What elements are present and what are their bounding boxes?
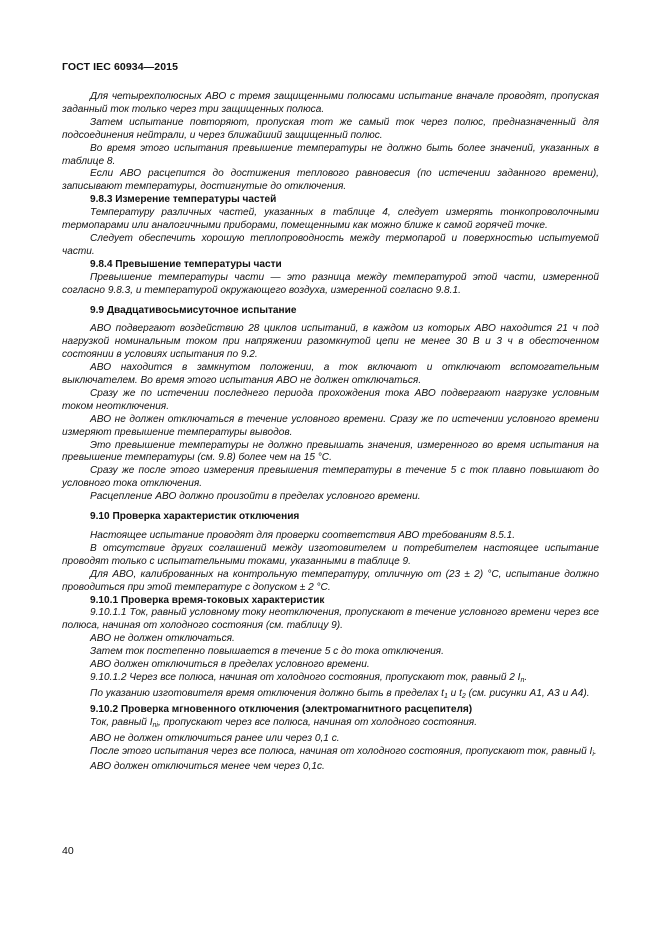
block-text: Для четырехполюсных АВО с тремя защищенными полюсами испытание вначале проводят, пропуская заданный ток только через три защищенных полюса. bbox=[62, 91, 599, 115]
block-text: Следует обеспечить хорошую теплопроводность между термопарой и поверхностью испытуемой части. bbox=[62, 232, 599, 257]
section-heading bbox=[62, 194, 599, 207]
document-body bbox=[62, 91, 599, 774]
block-text: 9.10.2 Проверка мгновенного отключения (электромагнитного расцепителя) bbox=[90, 703, 473, 715]
paragraph bbox=[62, 440, 599, 466]
paragraph bbox=[62, 362, 599, 388]
block-text: АВО подвергают воздействию 28 циклов испытаний, в каждом из которых АВО находится 21 ч под нагрузкой номинальным током при напряжении разомкнутой цепи не менее 30 В и 3 ч в обесточенном состоянии в условиях испытания по 9.2. bbox=[62, 323, 599, 361]
paragraph bbox=[62, 646, 599, 659]
paragraph bbox=[62, 633, 599, 646]
block-text: Затем испытание повторяют, пропуская тот же самый ток через полюс, предназначенный для подсоединения нейтрали, и через ближайший защищенный полюс. bbox=[62, 116, 599, 141]
block-text: АВО должен отключиться в пределах условного времени. bbox=[90, 659, 370, 671]
paragraph bbox=[62, 465, 599, 491]
paragraph bbox=[62, 207, 599, 233]
block-text: Расцепление АВО должно произойти в пределах условного времени. bbox=[90, 491, 421, 503]
block-text-tail: (см. рисунки А1, А3 и А4). bbox=[465, 687, 590, 699]
subscript: ni bbox=[152, 721, 158, 729]
block-text: 9.10.1.1 Ток, равный условному току неотключения, пропускают в течение условного времени через все полюса, начиная от холодного состояния (см. таблицу 9). bbox=[62, 607, 599, 632]
block-text: Температуру различных частей, указанных в таблице 4, следует измерять тонкопроволочными термопарами или аналогичными приборами, помещенными как можно ближе к самой горячей точке. bbox=[62, 207, 599, 232]
paragraph bbox=[62, 233, 599, 259]
paragraph bbox=[62, 717, 599, 733]
section-heading bbox=[62, 259, 599, 272]
block-text: Превышение температуры части — это разница между температурой этой части, измеренной согласно 9.8.3, и температурой окружающего воздуха, измеренной согласно 9.8.1. bbox=[62, 271, 599, 296]
paragraph bbox=[62, 607, 599, 633]
block-text: 9.8.4 Превышение температуры части bbox=[90, 258, 282, 270]
block-text: 9.8.3 Измерение температуры частей bbox=[90, 194, 277, 206]
subscript: 2 bbox=[461, 692, 466, 700]
block-text: 9.10.1 Проверка время-токовых характеристик bbox=[90, 594, 325, 606]
paragraph bbox=[62, 569, 599, 595]
subscript: i bbox=[592, 750, 594, 758]
block-text-tail: и t bbox=[447, 687, 462, 699]
section-heading bbox=[62, 704, 599, 717]
block-text: 9.9 Двадцативосьмисуточное испытание bbox=[90, 304, 297, 316]
block-text: Сразу же после этого измерения превышения температуры в течение 5 с ток плавно повышают до условного тока отключения. bbox=[62, 465, 599, 490]
block-text: Для АВО, калиброванных на контрольную температуру, отличную от (23 ± 2) °С, испытание должно проводиться при этой температуре с допуском ± 2 °С. bbox=[62, 568, 599, 593]
block-text: Если АВО расцепится до достижения теплового равновесия (по истечении заданного времени), записывают температуры, достигнутые до отключения. bbox=[62, 168, 599, 193]
paragraph bbox=[62, 659, 599, 672]
block-text: 9.10.1.2 Через все полюса, начиная от холодного состояния, пропускают ток, равный 2 I bbox=[90, 671, 521, 683]
page-number: 40 bbox=[62, 845, 74, 857]
paragraph bbox=[62, 388, 599, 414]
paragraph bbox=[62, 168, 599, 194]
block-text: Это превышение температуры не должно превышать значения, измеренного во время испытания на превышение температуры (см. 9.8) более чем на 15 °С. bbox=[62, 439, 599, 464]
paragraph bbox=[62, 733, 599, 746]
section-heading bbox=[62, 511, 599, 524]
block-text: АВО не должен отключиться ранее или через 0,1 с. bbox=[90, 732, 340, 744]
paragraph bbox=[62, 530, 599, 543]
block-text-tail: . bbox=[593, 745, 597, 757]
section-heading bbox=[62, 595, 599, 608]
block-text-tail: . bbox=[524, 671, 528, 683]
subscript: n bbox=[520, 676, 525, 684]
block-text: В отсутствие других соглашений между изготовителем и потребителем настоящее испытание проводят только с испытательными токами, указанными в таблице 9. bbox=[62, 542, 599, 567]
block-text: АВО находится в замкнутом положении, а ток включают и отключают вспомогательным выключателем. Во время этого испытания АВО не должен отключаться. bbox=[62, 362, 599, 387]
paragraph bbox=[62, 761, 599, 774]
block-text: Ток, равный I bbox=[90, 716, 153, 728]
paragraph bbox=[62, 143, 599, 169]
paragraph bbox=[62, 91, 599, 117]
block-text: Во время этого испытания превышение температуры не должно быть более значений, указанных в таблице 8. bbox=[62, 142, 599, 167]
block-text: АВО должен отключиться менее чем через 0,1с. bbox=[90, 761, 325, 773]
section-heading bbox=[62, 305, 599, 318]
block-text: После этого испытания через все полюса, начиная от холодного состояния, пропускают ток, равный I bbox=[90, 745, 593, 757]
paragraph bbox=[62, 323, 599, 362]
block-text: 9.10 Проверка характеристик отключения bbox=[90, 511, 300, 523]
paragraph bbox=[62, 272, 599, 298]
block-text: По указанию изготовителя время отключения должно быть в пределах t bbox=[90, 687, 444, 699]
block-text: Настоящее испытание проводят для проверки соответствия АВО требованиям 8.5.1. bbox=[90, 530, 516, 541]
paragraph bbox=[62, 117, 599, 143]
paragraph bbox=[62, 746, 599, 762]
paragraph bbox=[62, 491, 599, 504]
paragraph bbox=[62, 414, 599, 440]
block-text: Сразу же по истечении последнего периода прохождения тока АВО подвергают нагрузке условным током неотключения. bbox=[62, 387, 599, 412]
standard-designation: ГОСТ IEC 60934—2015 bbox=[62, 61, 179, 73]
block-text-tail: , пропускают через все полюса, начиная от холодного состояния. bbox=[157, 716, 477, 728]
block-text: АВО не должен отключаться в течение условного времени. Сразу же по истечении условного времени измеряют превышение температуры выводов. bbox=[62, 413, 599, 438]
paragraph bbox=[62, 543, 599, 569]
block-text: Затем ток постепенно повышается в течение 5 с до тока отключения. bbox=[90, 646, 444, 658]
block-text: АВО не должен отключаться. bbox=[90, 633, 235, 645]
paragraph bbox=[62, 688, 599, 704]
paragraph bbox=[62, 672, 599, 688]
subscript: 1 bbox=[443, 692, 448, 700]
